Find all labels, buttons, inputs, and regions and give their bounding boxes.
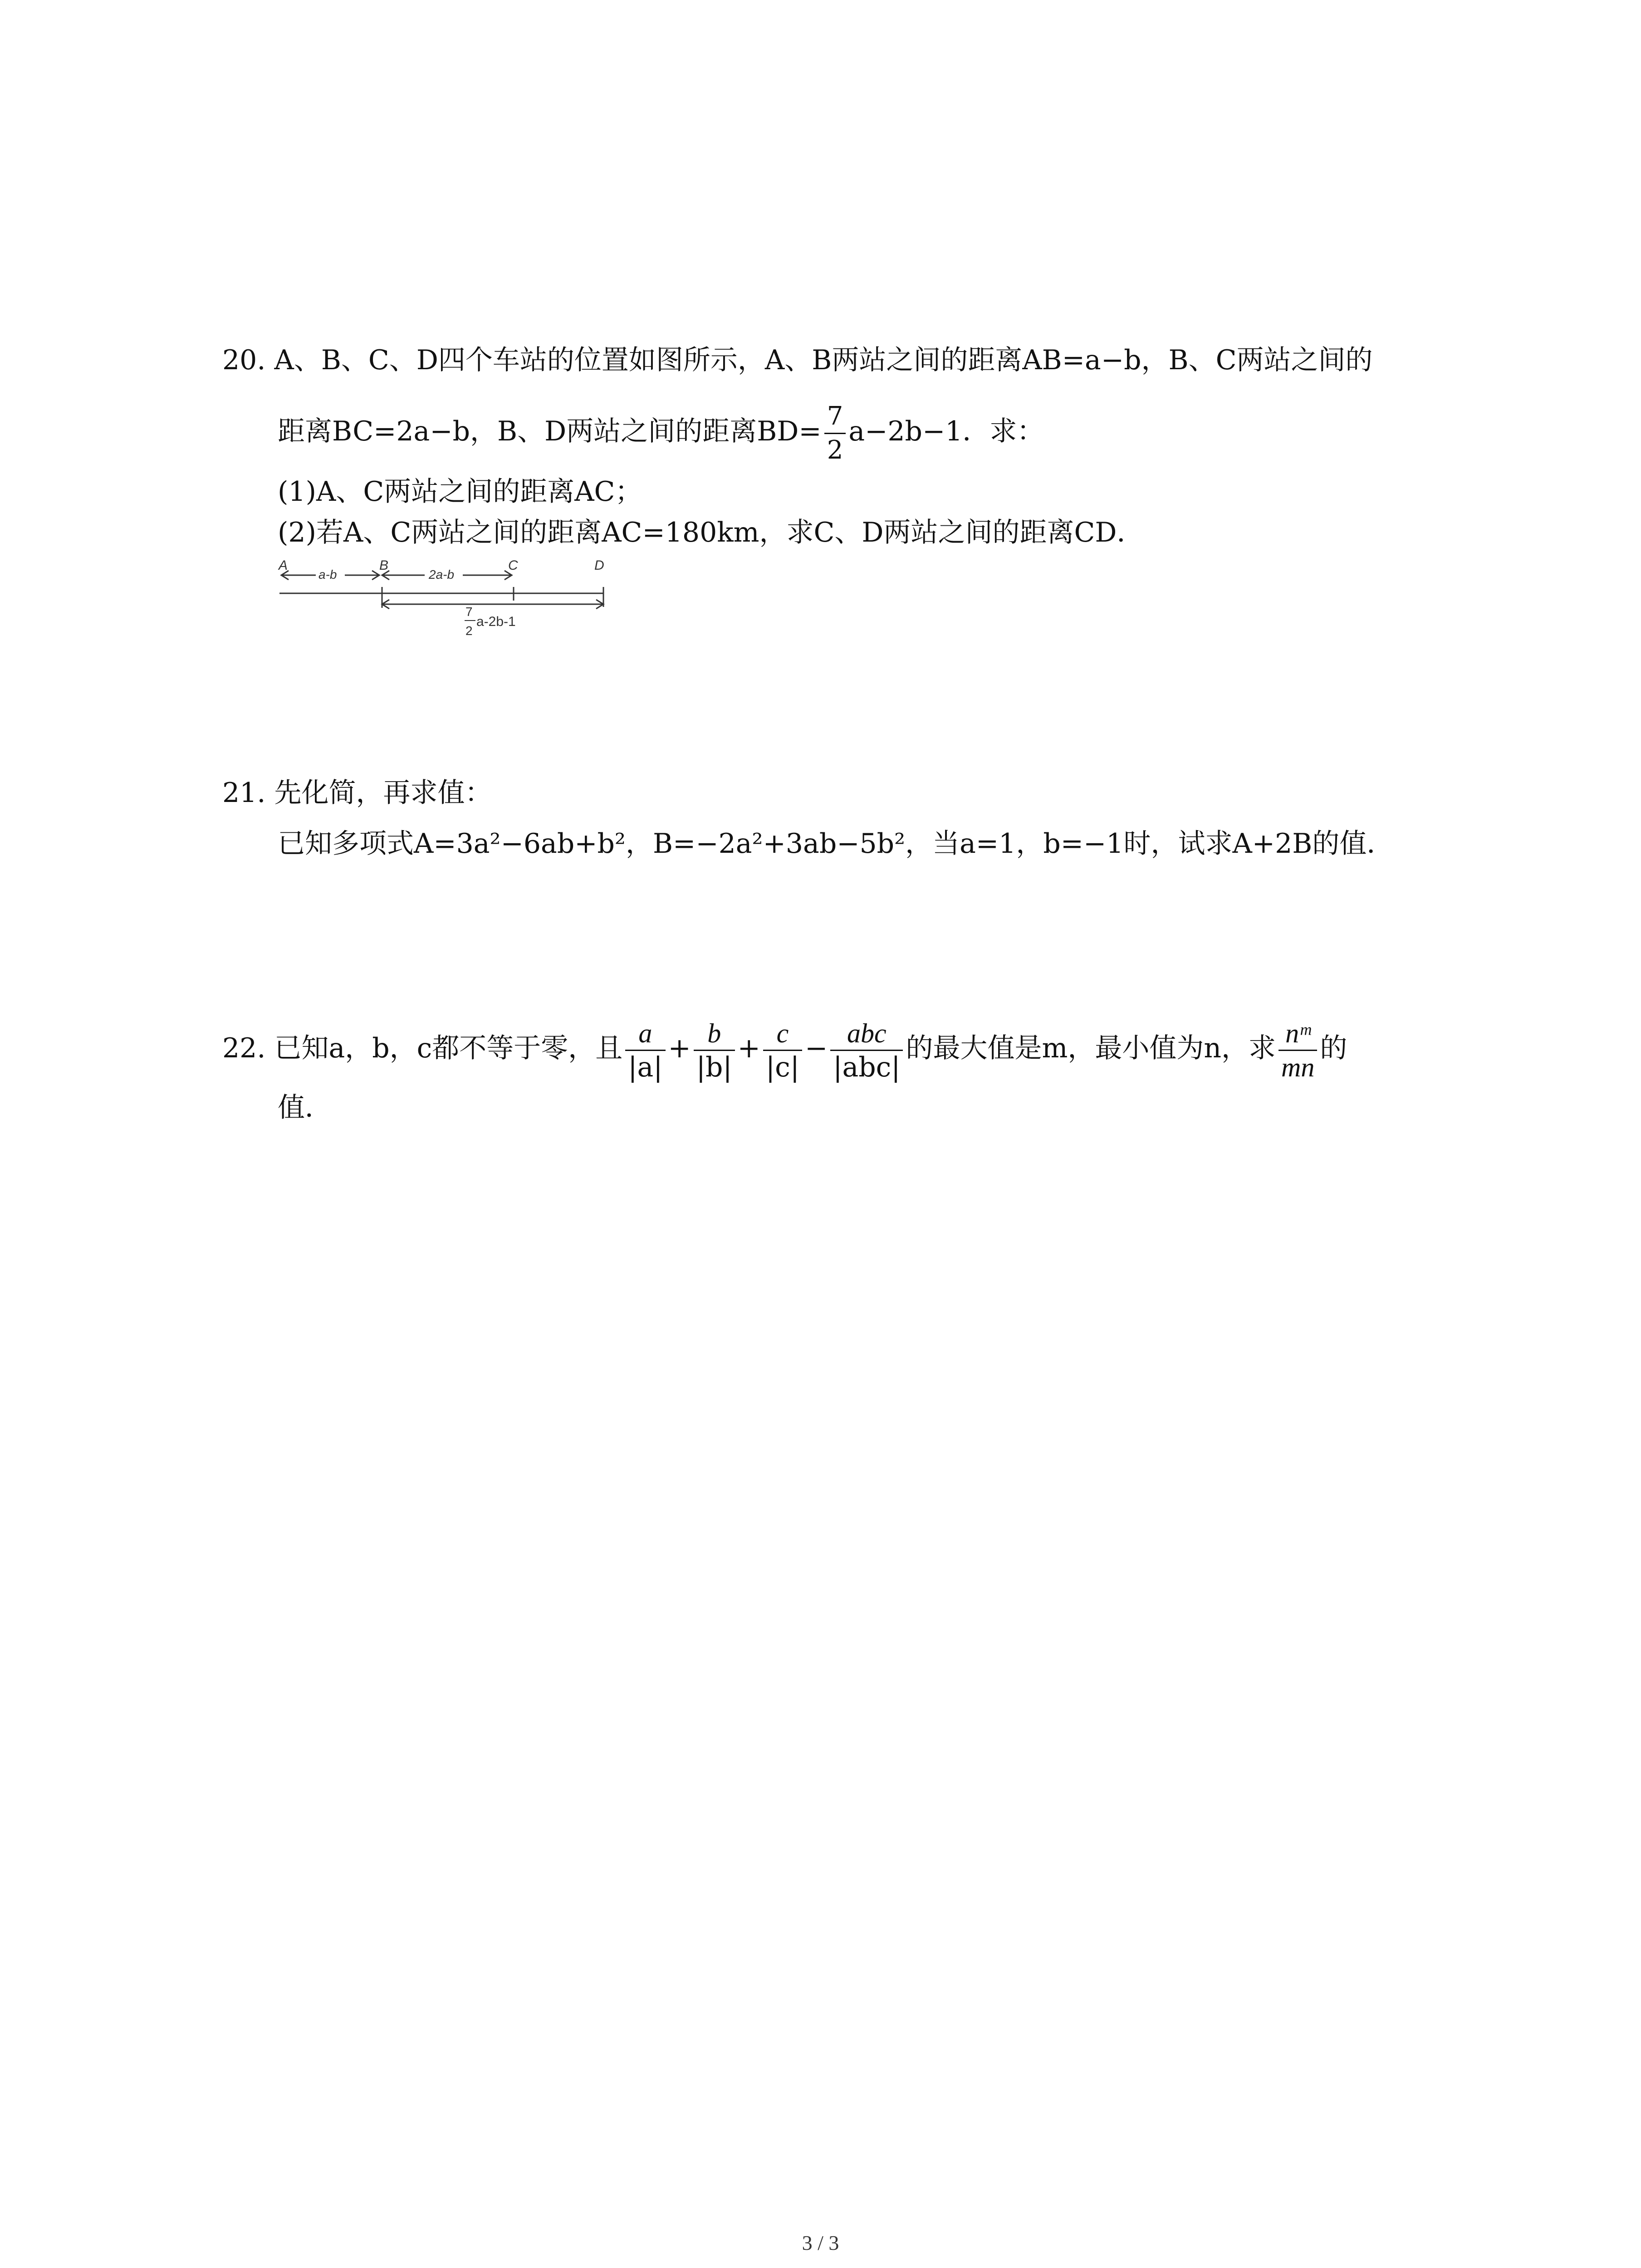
q21-number: 21.: [222, 777, 266, 809]
q22-frac-3: [763, 1017, 802, 1084]
seg-bd-den: 2: [465, 624, 473, 638]
q22-frac-1: [625, 1017, 665, 1084]
q22-f1-num: a: [638, 1018, 652, 1048]
q22-f4-num: abc: [847, 1018, 887, 1048]
q20-number: 20.: [222, 344, 266, 376]
label-D: D: [594, 558, 604, 573]
q22-tail: 的: [1320, 1032, 1347, 1065]
q20-part2: (2)若A、C两站之间的距离AC=180km，求C、D两站之间的距离CD．: [278, 517, 1144, 548]
q22-f4-den: |abc|: [830, 1050, 903, 1084]
q20-line2: [278, 400, 1044, 467]
q22-f3-den: |c|: [763, 1050, 802, 1084]
q22-number: 22.: [222, 1032, 266, 1065]
label-A: A: [279, 558, 288, 573]
q20-text-line1: A、B、C、D四个车站的位置如图所示，A、B两站之间的距离AB=a−b，B、C两站之间的: [274, 344, 1373, 376]
q20-line1: [222, 341, 1373, 379]
page-number: 3 / 3: [802, 2231, 839, 2254]
q20-frac-den: 2: [824, 433, 846, 467]
q20-text-line2b: a−2b−1．求：: [848, 415, 1044, 448]
seg-bd-num: 7: [465, 605, 473, 619]
q22-f2-num: b: [707, 1018, 721, 1048]
station-diagram: [277, 557, 622, 643]
q22-op-1: +: [668, 1032, 691, 1065]
q22-line2: 值．: [278, 1092, 332, 1124]
q22-op-2: +: [737, 1032, 760, 1065]
q22-line1: [222, 1017, 1347, 1084]
q22-f3-num: c: [776, 1018, 789, 1048]
q22-frac-5: [1279, 1017, 1317, 1084]
q22-frac-4: [830, 1017, 903, 1084]
q21-text-line1: 先化简，再求值：: [274, 777, 492, 809]
q20-fraction: [824, 400, 846, 467]
seg-ab-label: a-b: [318, 567, 337, 582]
label-C: C: [508, 558, 518, 573]
q22-f5-num: nᵐ: [1285, 1018, 1311, 1048]
q22-op-3: −: [804, 1032, 828, 1065]
q22-mid: 的最大值是m，最小值为n，求: [906, 1032, 1276, 1065]
q22-frac-2: [694, 1017, 735, 1084]
q21-line2: 已知多项式A=3a²−6ab+b²，B=−2a²+3ab−5b²，当a=1，b=−1时，试求A+2B的值．: [278, 828, 1394, 860]
q22-f2-den: |b|: [694, 1050, 735, 1084]
q20-frac-num: 7: [827, 401, 843, 431]
seg-bd-rest: a-2b-1: [476, 614, 516, 629]
q22-f1-den: |a|: [625, 1050, 665, 1084]
q21-line1: [222, 774, 492, 812]
label-B: B: [379, 558, 389, 573]
q22-f5-den: mn: [1279, 1050, 1317, 1084]
seg-bc-label: 2a-b: [429, 567, 455, 582]
q20-part1: (1)A、C两站之间的距离AC；: [278, 476, 642, 508]
q22-lead: 已知a，b，c都不等于零，且: [274, 1032, 623, 1065]
q20-text-line2a: 距离BC=2a−b，B、D两站之间的距离BD=: [278, 415, 822, 448]
